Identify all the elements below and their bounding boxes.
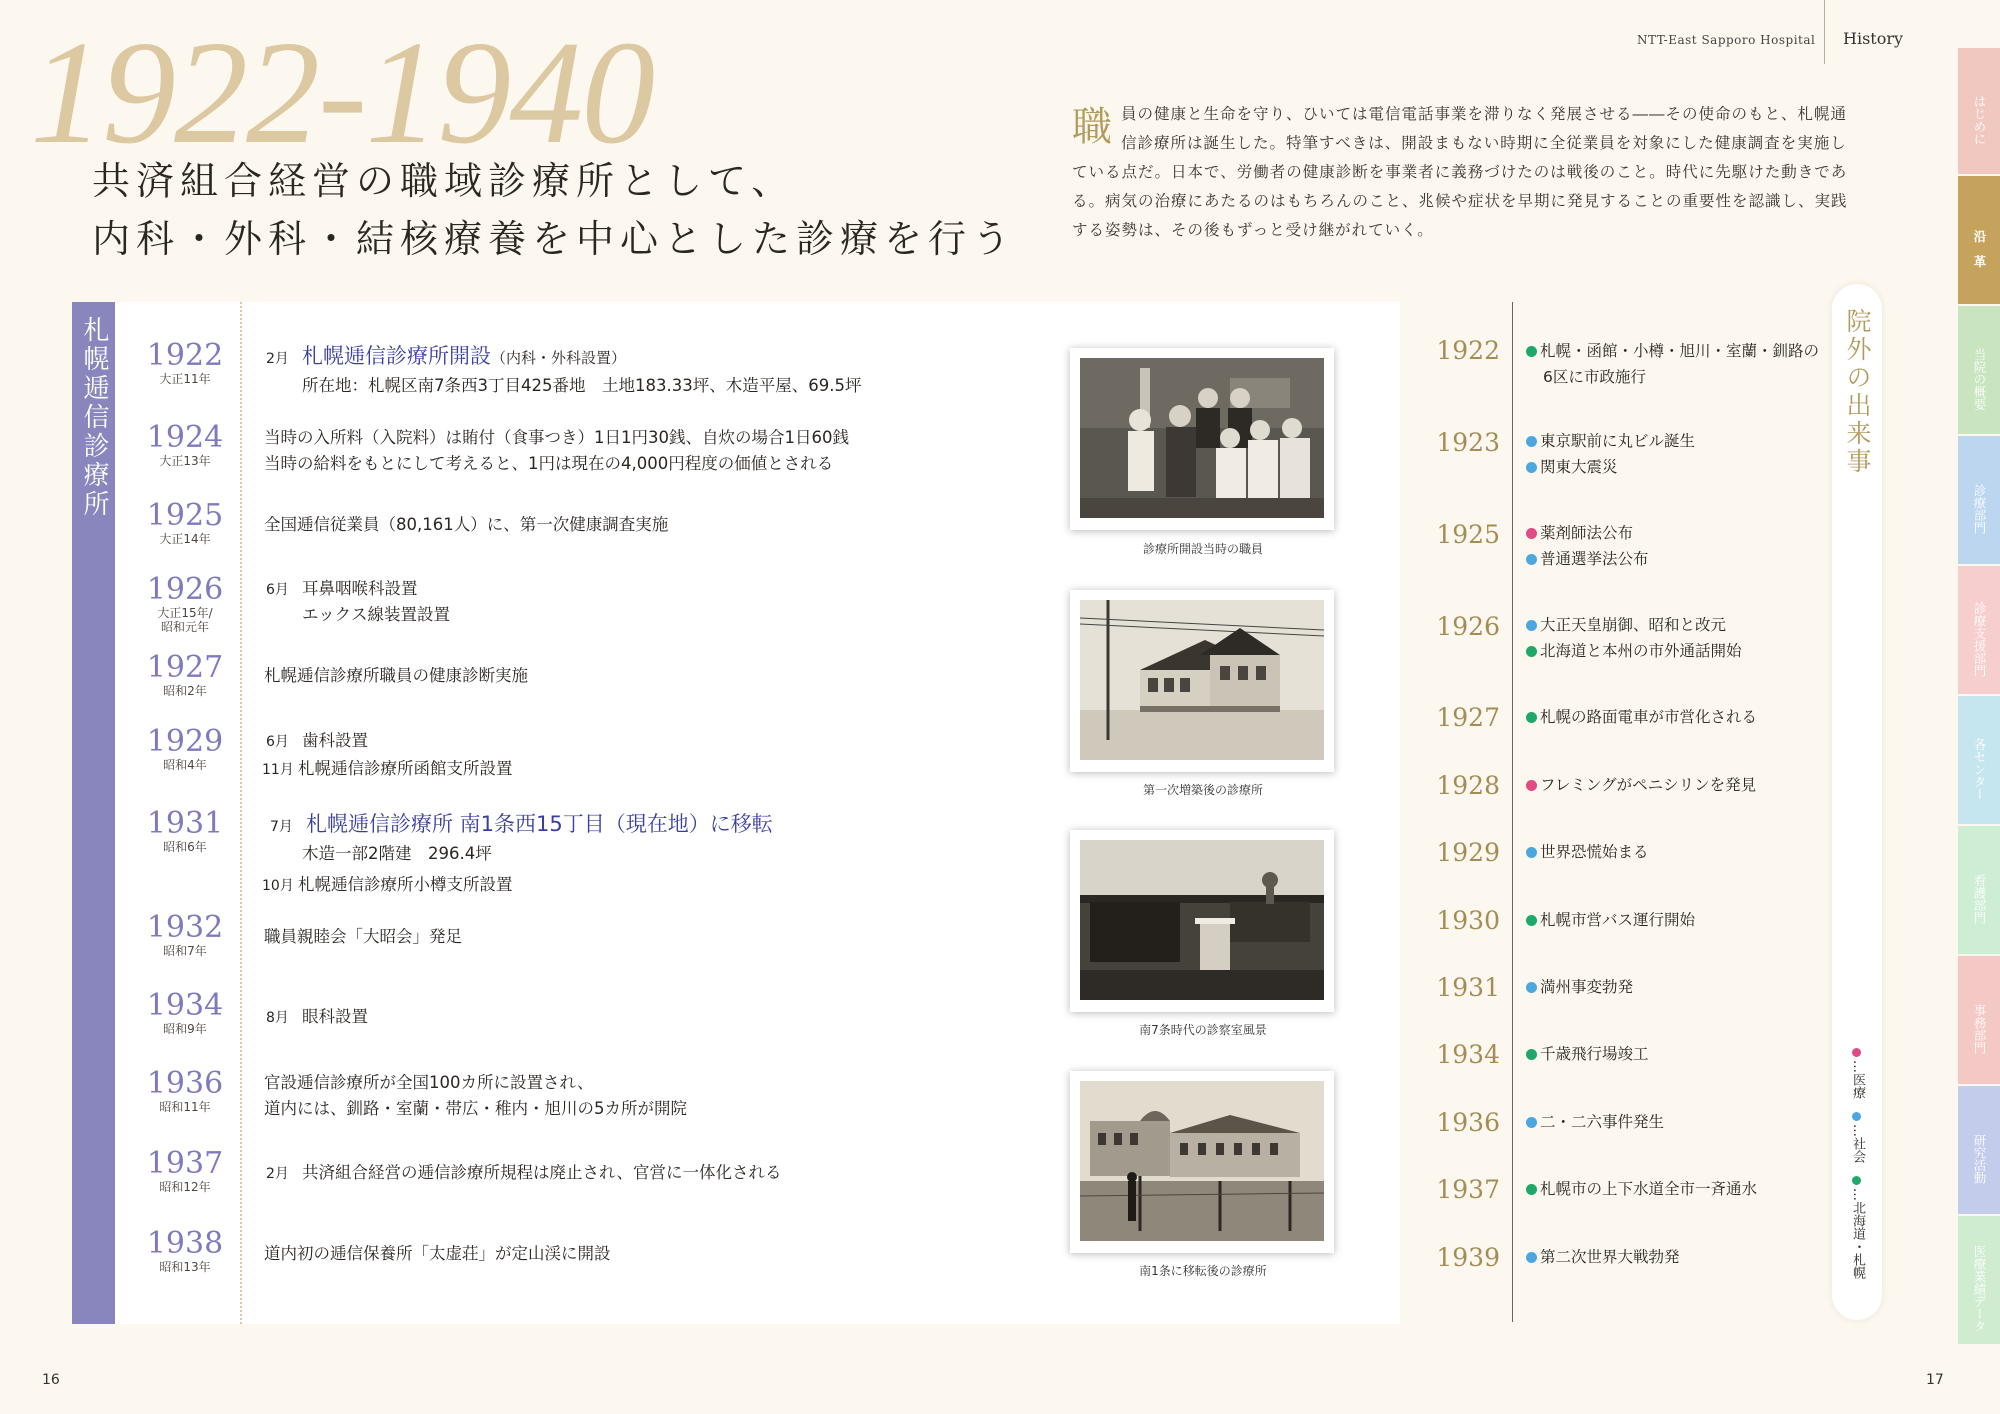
event-year: 1922 (1436, 336, 1500, 365)
photo-caption: 南1条に移転後の診療所 (1139, 1264, 1267, 1278)
period-title: 1922-1940 (30, 11, 654, 175)
society-dot-icon (1526, 462, 1537, 473)
event-1924-fee: 当時の入所料（入院料）は賄付（食事つき）1日1円30銭、自炊の場合1日60銭 (264, 428, 849, 447)
photo-caption: 診療所開設当時の職員 (1142, 542, 1263, 556)
event-list-1926 (1526, 612, 1826, 664)
event-1926-ent: 6月 耳鼻咽喉科設置 (266, 579, 418, 598)
event-item: 世界恐慌始まる (1526, 839, 1826, 865)
photo-building-moved (1070, 1071, 1334, 1253)
event-year: 1925 (1436, 520, 1500, 549)
page-number-left: 16 (42, 1372, 60, 1388)
era-label: 大正15年/ (157, 606, 213, 620)
event-1931-building: 木造一部2階建 296.4坪 (302, 844, 492, 863)
event-year: 1939 (1436, 1243, 1500, 1272)
society-dot-icon (1852, 1112, 1861, 1121)
society-dot-icon (1526, 982, 1537, 993)
year-block-1937 (110, 1148, 260, 1194)
tab-clinical[interactable]: 診療部門 (1958, 436, 2000, 564)
year-block-1929 (110, 726, 260, 772)
event-1932-taishokai: 職員親睦会「大昭会」発足 (264, 927, 462, 946)
event-year: 1936 (1436, 1108, 1500, 1137)
photo-staff (1070, 348, 1334, 530)
medical-dot-icon (1526, 780, 1537, 791)
era-label: 昭和元年 (160, 620, 209, 634)
hokkaido-dot-icon (1526, 346, 1537, 357)
society-dot-icon (1526, 620, 1537, 631)
event-1931-relocation: 7月 札幌逓信診療所 南1条西15丁目（現在地）に移転 (270, 812, 773, 836)
year-block-1932 (110, 912, 260, 958)
event-list-1927 (1526, 704, 1826, 730)
year-block-1925 (110, 500, 260, 546)
photo-caption: 南7条時代の診察室風景 (1139, 1023, 1267, 1037)
hokkaido-dot-icon (1526, 712, 1537, 723)
medical-dot-icon (1526, 528, 1537, 539)
society-dot-icon (1526, 1252, 1537, 1263)
outside-events-title: 院外の出来事 (1843, 308, 1872, 476)
event-list-1939 (1526, 1244, 1826, 1270)
hokkaido-dot-icon (1526, 1049, 1537, 1060)
hospital-name: NTT-East Sapporo Hospital (1637, 33, 1816, 47)
subtitle-line-1: 共済組合経営の職域診療所として、 (92, 159, 796, 203)
intro-text: 員の健康と生命を守り、ひいては電信電話事業を滞りなく発展させる――その使命のもと、札幌通信診療所は誕生した。特筆すべきは、開設まもない時期に全従業員を対象にした健康調査を実施している点だ。日本で、労働者の健康診断を事業者に義務づけたのは戦後のこと。時代に先駆けた動きである。病気の治療にあたるのはもちろんのこと、兆候や症状を早期に発見することの重要性を認識し、実践する姿勢は、その後もずっと受け継がれていく。 (1072, 105, 1848, 239)
society-dot-icon (1526, 554, 1537, 565)
event-1929-dental: 6月 歯科設置 (266, 731, 368, 750)
event-year: 1937 (1436, 1175, 1500, 1204)
tab-overview[interactable]: 当院の概要 (1958, 306, 2000, 434)
building-photo-image (1080, 600, 1324, 760)
tab-intro[interactable]: はじめに (1958, 48, 2000, 174)
era-label: 昭和7年 (163, 944, 207, 958)
event-item: 普通選挙法公布 (1526, 546, 1826, 572)
society-dot-icon (1526, 1117, 1537, 1128)
era-label: 昭和4年 (163, 758, 207, 772)
exam-room-photo-image (1080, 840, 1324, 1000)
society-dot-icon (1526, 436, 1537, 447)
event-item: 関東大震災 (1526, 454, 1826, 480)
event-list-1925 (1526, 520, 1826, 572)
era-label: 大正11年 (159, 372, 211, 386)
event-list-1929 (1526, 839, 1826, 865)
event-1926-xray: エックス線装置設置 (302, 605, 451, 624)
year-block-1934 (110, 990, 260, 1036)
event-1922-opening: 2月 札幌逓信診療所開設（内科・外科設置） (266, 344, 627, 368)
event-item: 満州事変勃発 (1526, 974, 1826, 1000)
event-list-1923 (1526, 428, 1826, 480)
year-label: 1927 (146, 650, 224, 685)
year-label: 1934 (146, 988, 224, 1023)
year-label: 1937 (146, 1146, 224, 1181)
intro-paragraph (1072, 100, 1862, 245)
year-label: 1932 (146, 910, 224, 945)
legend-hokkaido: …北海道・札幌 (1849, 1176, 1865, 1279)
era-label: 昭和9年 (163, 1022, 207, 1036)
year-label: 1922 (146, 338, 224, 373)
header-divider (1824, 0, 1825, 64)
era-label: 昭和6年 (163, 840, 207, 854)
tab-data[interactable]: 医療業績データ (1958, 1216, 2000, 1344)
event-1924-value: 当時の給料をもとにして考えると、1円は現在の4,000円程度の価値とされる (264, 454, 834, 473)
year-block-1936 (110, 1068, 260, 1114)
era-label: 昭和12年 (159, 1180, 211, 1194)
era-label: 大正13年 (159, 454, 211, 468)
event-1929-hakodate: 11月 札幌逓信診療所函館支所設置 (262, 759, 513, 778)
event-1931-otaru: 10月 札幌逓信診療所小樽支所設置 (262, 875, 513, 894)
event-item: 札幌・函館・小樽・旭川・室蘭・釧路の (1526, 338, 1826, 364)
event-item: 二・二六事件発生 (1526, 1109, 1826, 1135)
society-dot-icon (1526, 847, 1537, 858)
hokkaido-dot-icon (1852, 1176, 1861, 1185)
event-1936-hokkaido: 道内には、釧路・室蘭・帯広・稚内・旭川の5カ所が開院 (264, 1099, 687, 1118)
event-item: 薬剤師法公布 (1526, 520, 1826, 546)
event-list-1937 (1526, 1176, 1826, 1202)
hokkaido-dot-icon (1526, 915, 1537, 926)
event-year: 1926 (1436, 612, 1500, 641)
tab-research[interactable]: 研究活動 (1958, 1086, 2000, 1214)
year-block-1938 (110, 1228, 260, 1274)
event-list-1930 (1526, 907, 1826, 933)
event-list-1936 (1526, 1109, 1826, 1135)
event-year: 1929 (1436, 838, 1500, 867)
hokkaido-dot-icon (1526, 1184, 1537, 1195)
era-label: 昭和11年 (159, 1100, 211, 1114)
section-name: History (1843, 29, 1904, 48)
intro-drop-cap: 職 (1072, 104, 1113, 150)
event-item: 札幌市の上下水道全市一斉通水 (1526, 1176, 1826, 1202)
event-1922-location: 所在地：札幌区南7条西3丁目425番地 土地183.33坪、木造平屋、69.5坪 (302, 376, 862, 395)
staff-photo-image (1080, 358, 1324, 518)
legend-medical: …医療 (1849, 1048, 1865, 1099)
photo-exam-room (1070, 830, 1334, 1012)
event-list-1928 (1526, 772, 1826, 798)
tab-admin[interactable]: 事務部門 (1958, 956, 2000, 1084)
event-item: 千歳飛行場竣工 (1526, 1041, 1826, 1067)
photo-caption: 第一次増築後の診療所 (1142, 783, 1263, 797)
event-item: 第二次世界大戦勃発 (1526, 1244, 1826, 1270)
tab-history[interactable]: 沿 革 (1958, 176, 2000, 304)
event-1927-checkup: 札幌逓信診療所職員の健康診断実施 (264, 666, 528, 685)
event-list-1931 (1526, 974, 1826, 1000)
year-label: 1931 (146, 806, 224, 841)
event-year: 1931 (1436, 973, 1500, 1002)
year-block-1926 (110, 574, 260, 634)
year-block-1927 (110, 652, 260, 698)
event-1938-taikyoso: 道内初の逓信保養所「太虚荘」が定山渓に開設 (264, 1244, 611, 1263)
event-year: 1927 (1436, 703, 1500, 732)
era-label: 大正14年 (159, 532, 211, 546)
subtitle-line-2: 内科・外科・結核療養を中心とした診療を行う (92, 217, 1017, 261)
event-year: 1930 (1436, 906, 1500, 935)
page-number-right: 17 (1926, 1372, 1944, 1388)
year-label: 1938 (146, 1226, 224, 1261)
era-label: 昭和13年 (159, 1260, 211, 1274)
tab-centers[interactable]: 各センター (1958, 696, 2000, 824)
event-item: フレミングがペニシリンを発見 (1526, 772, 1826, 798)
event-1934-eye: 8月 眼科設置 (266, 1007, 368, 1026)
event-item: 大正天皇崩御、昭和と改元 (1526, 612, 1826, 638)
tab-nursing[interactable]: 看護部門 (1958, 826, 2000, 954)
event-item: 札幌市営バス運行開始 (1526, 907, 1826, 933)
event-list-1934 (1526, 1041, 1826, 1067)
year-label: 1936 (146, 1066, 224, 1101)
year-label: 1925 (146, 498, 224, 533)
year-label: 1924 (146, 420, 224, 455)
page-subtitle (92, 152, 1016, 268)
event-1937-abolished: 2月 共済組合経営の逓信診療所規程は廃止され、官営に一体化される (266, 1163, 782, 1182)
event-year: 1934 (1436, 1040, 1500, 1069)
era-label: 昭和2年 (163, 684, 207, 698)
event-year: 1923 (1436, 428, 1500, 457)
event-list-1922 (1526, 338, 1826, 390)
year-label: 1926 (146, 572, 224, 607)
legend-society: …社会 (1849, 1112, 1865, 1163)
year-block-1931 (110, 808, 260, 854)
medical-dot-icon (1852, 1048, 1861, 1057)
event-item: 東京駅前に丸ビル誕生 (1526, 428, 1826, 454)
hokkaido-dot-icon (1526, 646, 1537, 657)
year-block-1924 (110, 422, 260, 468)
events-timeline-line (1512, 302, 1513, 1322)
year-label: 1929 (146, 724, 224, 759)
moved-building-photo-image (1080, 1081, 1324, 1241)
event-item: 北海道と本州の市外通話開始 (1526, 638, 1826, 664)
event-1925-survey: 全国逓信従業員（80,161人）に、第一次健康調査実施 (264, 515, 669, 534)
event-item: 札幌の路面電車が市営化される (1526, 704, 1826, 730)
event-year: 1928 (1436, 771, 1500, 800)
photo-building-first (1070, 590, 1334, 772)
year-block-1922 (110, 340, 260, 386)
sidebar-label: 札幌逓信診療所 (79, 316, 109, 519)
event-item-cont: 6区に市政施行 (1543, 368, 1646, 386)
tab-support[interactable]: 診療支援部門 (1958, 566, 2000, 694)
event-1936-national: 官設逓信診療所が全国100カ所に設置され、 (264, 1073, 594, 1092)
